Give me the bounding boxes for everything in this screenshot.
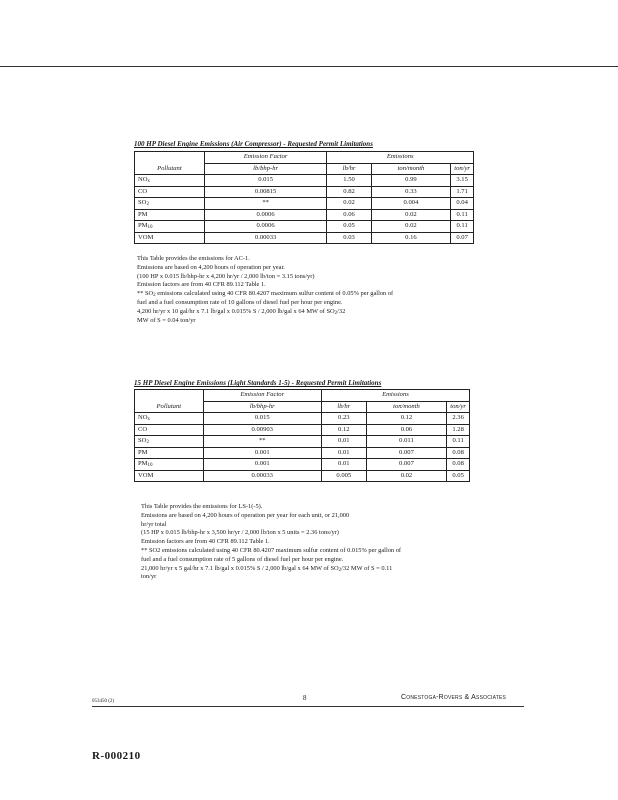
note: Emissions are based on 4,200 hours of operation per year for each unit, or 21,000 xyxy=(141,511,350,519)
table-row xyxy=(135,175,474,187)
note: MW of S = 0.04 ton/yr xyxy=(137,316,196,324)
ton-yr-cell: 0.11 xyxy=(451,221,474,233)
emission-factor-cell: ** xyxy=(204,198,327,210)
emission-factor-cell: 0.001 xyxy=(203,447,321,459)
emission-factor-cell: 0.00033 xyxy=(204,232,327,244)
emission-factor-cell: 0.015 xyxy=(204,175,327,187)
pollutant-cell: $NO_x$ xyxy=(135,175,205,187)
col-pollutant: Pollutant xyxy=(135,390,204,413)
company-name: Conestoga-Rovers & Associates xyxy=(401,694,507,701)
lb-hr-cell: 0.06 xyxy=(327,209,371,221)
emission-factor-cell: 0.00033 xyxy=(203,470,321,482)
bates-number: R-000210 xyxy=(92,750,141,762)
note: (100 HP x 0.015 lb/bhp-hr x 4,200 hr/yr / 2,000 lb/ton = 3.15 tons/yr) xyxy=(137,272,315,280)
emission-factor-cell: 0.00815 xyxy=(204,186,327,198)
ton-yr-cell: 0.05 xyxy=(447,470,470,482)
table-row xyxy=(135,198,474,210)
table-row xyxy=(135,470,470,482)
ton-month-cell: 0.33 xyxy=(371,186,451,198)
emission-factor-cell: 0.001 xyxy=(203,459,321,471)
col-lb-hr: lb/hr xyxy=(321,401,366,413)
emission-factor-cell: 0.00903 xyxy=(203,424,321,436)
col-emissions: Emissions xyxy=(327,152,474,164)
note: 21,000 hr/yr x 5 gal/hr x 7.1 lb/gal x 0.015% S / 2,000 lb/gal x 64 MW of $SO_2/32$ MW of S = 0.11 xyxy=(141,564,393,573)
col-lb-hr: lb/hr xyxy=(327,163,371,175)
note: Emissions are based on 4,200 hours of operation per year. xyxy=(137,263,285,271)
col-ton-yr: ton/yr xyxy=(451,163,474,175)
lb-hr-cell: 0.01 xyxy=(321,459,366,471)
ton-yr-cell: 0.07 xyxy=(451,232,474,244)
pollutant-cell: $PM_{10}$ xyxy=(135,459,204,471)
emission-factor-cell: 0.015 xyxy=(203,413,321,425)
ton-yr-cell: 0.11 xyxy=(447,436,470,448)
ton-month-cell: 0.06 xyxy=(366,424,447,436)
pollutant-cell: $PM_{10}$ xyxy=(135,221,205,233)
ton-month-cell: 0.02 xyxy=(366,470,447,482)
col-pollutant: Pollutant xyxy=(135,152,205,175)
pollutant-cell: PM xyxy=(135,447,204,459)
table-row xyxy=(135,459,470,471)
table1-notes xyxy=(137,255,393,325)
ton-month-cell: 0.99 xyxy=(371,175,451,187)
table1-caption: 100 HP Diesel Engine Emissions (Air Compressor) - Requested Permit Limitations xyxy=(134,140,373,148)
pollutant-cell: $SO_2$ xyxy=(135,436,204,448)
emission-factor-cell: ** xyxy=(203,436,321,448)
ton-month-cell: 0.02 xyxy=(371,209,451,221)
table-row xyxy=(135,424,470,436)
pollutant-cell: PM xyxy=(135,209,205,221)
top-rule xyxy=(0,66,618,67)
col-ton-yr: ton/yr xyxy=(447,401,470,413)
lb-hr-cell: 0.03 xyxy=(327,232,371,244)
note: ** $SO_2$ emissions calculated using 40 CFR 80.4207 maximum sulfur content of 0.05% per gallon of xyxy=(137,290,394,299)
note: fuel and a fuel consumption rate of 10 gallons of diesel fuel per hour per engine. xyxy=(137,298,343,306)
table-row xyxy=(135,221,474,233)
col-ton-month: ton/month xyxy=(371,163,451,175)
ton-month-cell: 0.004 xyxy=(371,198,451,210)
col-ef-unit: lb/bhp-hr xyxy=(203,401,321,413)
table-row xyxy=(135,209,474,221)
col-emission-factor: Emission Factor xyxy=(203,390,321,402)
col-emission-factor: Emission Factor xyxy=(204,152,327,164)
lb-hr-cell: 0.23 xyxy=(321,413,366,425)
table-row xyxy=(135,436,470,448)
note: fuel and a fuel consumption rate of 5 gallons of diesel fuel per hour per engine. xyxy=(141,555,344,563)
table-row xyxy=(135,232,474,244)
lb-hr-cell: 0.01 xyxy=(321,436,366,448)
note: ** SO2 emissions calculated using 40 CFR 80.4207 maximum sulfur content of 0.015% per gallon of xyxy=(141,546,402,554)
col-ton-month: ton/month xyxy=(366,401,447,413)
table1-emissions xyxy=(134,151,474,244)
table2-notes xyxy=(141,503,401,582)
emission-factor-cell: 0.0006 xyxy=(204,209,327,221)
note: This Table provides the emissions for LS-1(-5). xyxy=(141,503,263,510)
pollutant-cell: VOM xyxy=(135,232,205,244)
emission-factor-cell: 0.0006 xyxy=(204,221,327,233)
lb-hr-cell: 0.01 xyxy=(321,447,366,459)
pollutant-cell: VOM xyxy=(135,470,204,482)
lb-hr-cell: 0.02 xyxy=(327,198,371,210)
ton-yr-cell: 0.04 xyxy=(451,198,474,210)
note: Emission factors are from 40 CFR 89.112 Table 1. xyxy=(141,538,270,546)
note: hr/yr total xyxy=(141,520,167,528)
ton-yr-cell: 0.11 xyxy=(451,209,474,221)
ton-yr-cell: 2.36 xyxy=(447,413,470,425)
note: ton/yr xyxy=(141,573,157,581)
note: Emission factors are from 40 CFR 89.112 Table 1. xyxy=(137,281,266,289)
lb-hr-cell: 0.12 xyxy=(321,424,366,436)
lb-hr-cell: 1.50 xyxy=(327,175,371,187)
pollutant-cell: $SO_2$ xyxy=(135,198,205,210)
ton-month-cell: 0.02 xyxy=(371,221,451,233)
ton-yr-cell: 0.08 xyxy=(447,447,470,459)
note: (15 HP x 0.015 lb/bhp-hr x 3,500 hr/yr / 2,000 lb/ton x 5 units = 2.36 tons/yr) xyxy=(141,529,339,537)
lb-hr-cell: 0.005 xyxy=(321,470,366,482)
lb-hr-cell: 0.82 xyxy=(327,186,371,198)
col-ef-unit: lb/bhp-hr xyxy=(204,163,327,175)
note: This Table provides the emissions for AC-1. xyxy=(137,255,250,262)
pollutant-cell: $NO_x$ xyxy=(135,413,204,425)
page-number: 8 xyxy=(303,694,307,702)
document-code: 053450 (2) xyxy=(92,699,115,704)
ton-yr-cell: 3.15 xyxy=(451,175,474,187)
col-emissions: Emissions xyxy=(321,390,469,402)
pollutant-cell: CO xyxy=(135,186,205,198)
ton-month-cell: 0.007 xyxy=(366,459,447,471)
table-row xyxy=(135,413,470,425)
ton-month-cell: 0.007 xyxy=(366,447,447,459)
lb-hr-cell: 0.05 xyxy=(327,221,371,233)
ton-yr-cell: 1.28 xyxy=(447,424,470,436)
table-row xyxy=(135,447,470,459)
table2-caption: 15 HP Diesel Engine Emissions (Light Standards 1-5) - Requested Permit Limitations xyxy=(134,379,382,387)
note: 4,200 hr/yr x 10 gal/hr x 7.1 lb/gal x 0.015% S / 2,000 lb/gal x 64 MW of $SO_2/32$ xyxy=(137,307,346,316)
ton-yr-cell: 0.08 xyxy=(447,459,470,471)
pollutant-cell: CO xyxy=(135,424,204,436)
table-row xyxy=(135,186,474,198)
table2-emissions xyxy=(134,389,470,482)
footer-rule xyxy=(92,706,524,707)
ton-month-cell: 0.011 xyxy=(366,436,447,448)
ton-month-cell: 0.16 xyxy=(371,232,451,244)
ton-month-cell: 0.12 xyxy=(366,413,447,425)
ton-yr-cell: 1.71 xyxy=(451,186,474,198)
